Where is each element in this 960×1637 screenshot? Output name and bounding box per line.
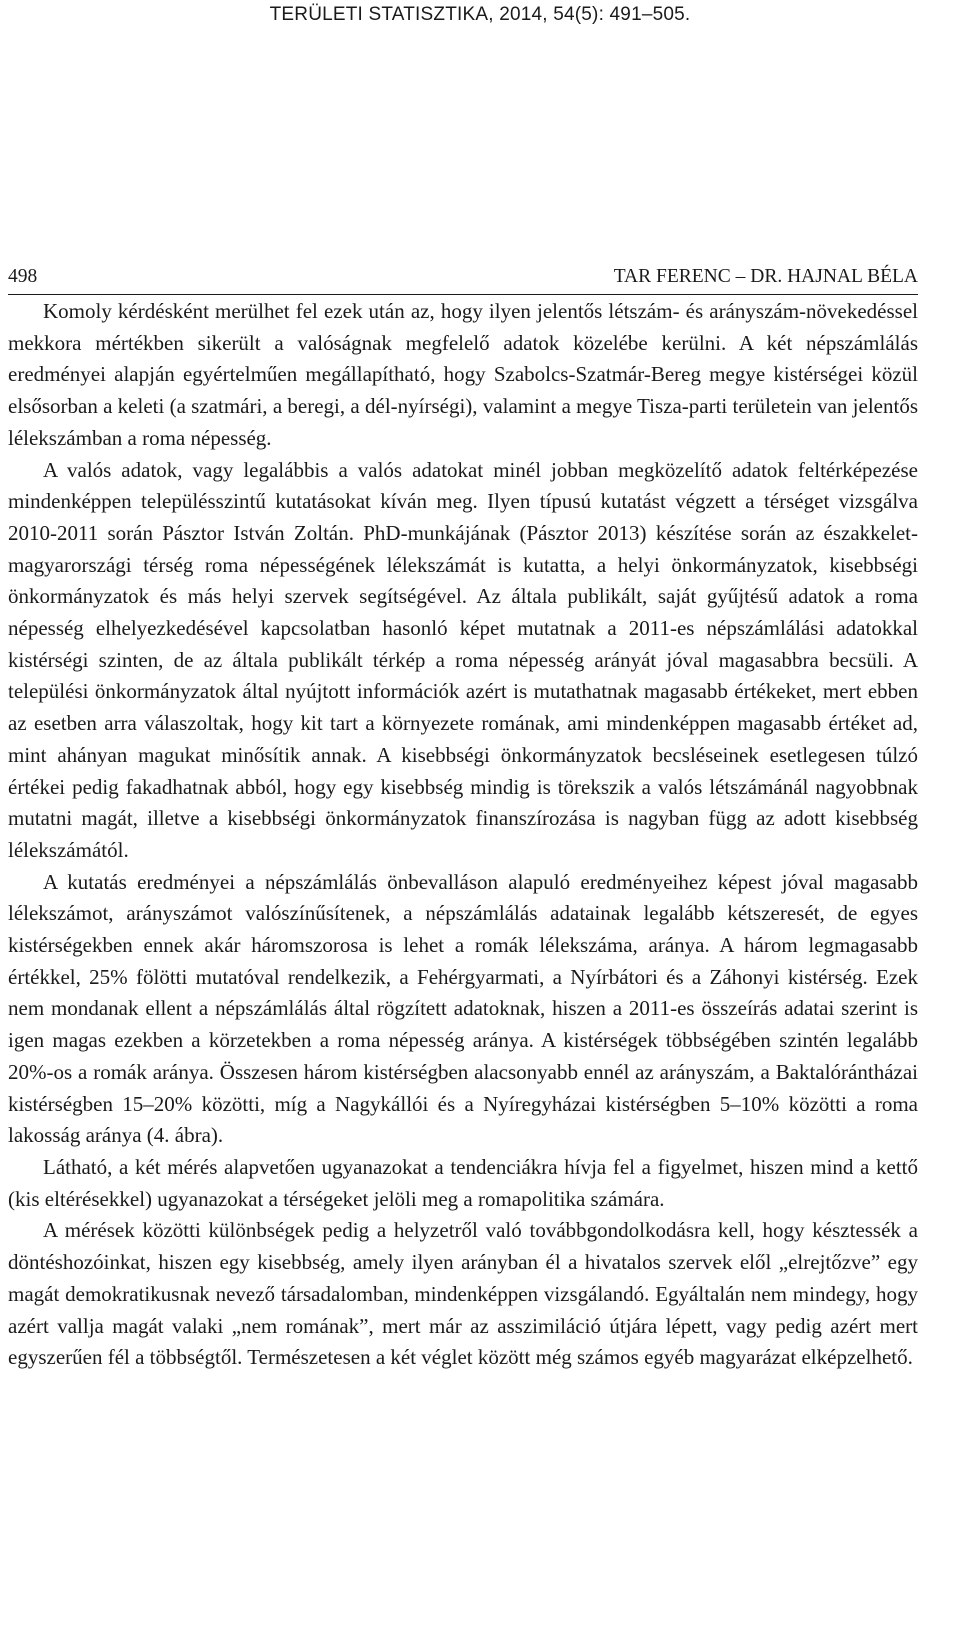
page-number: 498 — [8, 266, 38, 287]
running-head — [8, 266, 918, 295]
paragraph-2: A valós adatok, vagy legalábbis a valós adatokat minél jobban megközelítő adatok feltérképezése mindenképpen településszintű kutatásokat kíván meg. Ilyen típusú kutatást végzett a térséget vizsgálva 2010-2011 során Pásztor István Zoltán. PhD-munkájának (Pásztor 2013) készítése során az északkelet-magyarországi térség roma népességének lélekszámát is kutatta, a helyi önkormányzatok, kisebbségi önkormányzatok és más helyi szervek segítségével. Az általa publikált, saját gyűjtésű adatok a roma népesség elhelyezkedésével kapcsolatban hasonló képet mutatnak a 2011-es népszámlálási adatokkal kistérségi szinten, de az általa publikált térkép a roma népesség arányát jóval magasabbra becsüli. A települési önkormányzatok által nyújtott információk azért is mutathatnak magasabb értékeket, mert ebben az esetben arra válaszoltak, hogy kit tart a környezete romának, ami mindenképpen magasabb értéket ad, mint ahányan magukat minősítik annak. A kisebbségi önkormányzatok becsléseinek esetlegesen túlzó értékei pedig fakadhatnak abból, hogy egy kisebbség mindig is törekszik a valós létszámánál nagyobbnak mutatni magát, illetve a kisebbségi önkormányzatok finanszírozása is nagyban függ az adott kisebbség lélekszámától. — [8, 457, 918, 862]
paragraph-3: A kutatás eredményei a népszámlálás önbevalláson alapuló eredményeihez képest jóval magasabb lélekszámot, arányszámot valószínűsítenek, a népszámlálás adatainak legalább kétszeresét, de egyes kistérségekben ennek akár háromszorosa is lehet a romák lélekszáma, aránya. A három legmagasabb értékkel, 25% fölötti mutatóval rendelkezik, a Fehérgyarmati, a Nyírbátori és a Záhonyi kistérség. Ezek nem mondanak ellent a népszámlálás által rögzített adatoknak, hiszen a 2011-es összeírás adatai szerint is igen magas ezekben a körzetekben a roma népesség aránya. A kistérségek többségében szintén legalább 20%-os a romák aránya. Összesen három kistérségben alacsonyabb ennél az arányszám, a Baktalórántházai kistérségben 15–20% közötti, míg a Nagykállói és a Nyíregyházai kistérségben 5–10% közötti a roma lakosság aránya (4. ábra). — [8, 869, 918, 1148]
paragraph-1: Komoly kérdésként merülhet fel ezek után az, hogy ilyen jelentős létszám- és arányszám-növekedéssel mekkora mértékben sikerült a valóságnak megfelelő adatok közelébe kerülni. A két népszámlálás eredményei alapján egyértelműen megállapítható, hogy Szabolcs-Szatmár-Bereg megye kistérségei közül elsősorban a keleti (a szatmári, a beregi, a dél-nyírségi), valamint a megye Tisza-parti területein van jelentős lélekszámban a roma népesség. — [8, 299, 918, 450]
journal-citation-header: TERÜLETI STATISZTIKA, 2014, 54(5): 491–505. — [269, 4, 691, 25]
article-body — [8, 296, 918, 1374]
paragraph-4: Látható, a két mérés alapvetően ugyanazokat a tendenciákra hívja fel a figyelmet, hiszen mind a kettő (kis eltérésekkel) ugyanazokat a térségeket jelöli meg a romapolitika számára. — [8, 1154, 918, 1211]
paragraph-5: A mérések közötti különbségek pedig a helyzetről való továbbgondolkodásra kell, hogy késztessék a döntéshozóinkat, hiszen egy kisebbség, amely ilyen arányban él a hivatalos szervek elől „elrejtőzve” egy magát demokratikusnak nevező társadalomban, mindenképpen vizsgálandó. Egyáltalán nem mindegy, hogy azért vallja magát valaki „nem romának”, mert már az asszimiláció útjára lépett, vagy pedig azért mert egyszerűen fél a többségtől. Természetesen a két véglet között még számos egyéb magyarázat elképzelhető. — [8, 1218, 918, 1370]
running-head-authors: TAR FERENC – DR. HAJNAL BÉLA — [613, 266, 918, 287]
